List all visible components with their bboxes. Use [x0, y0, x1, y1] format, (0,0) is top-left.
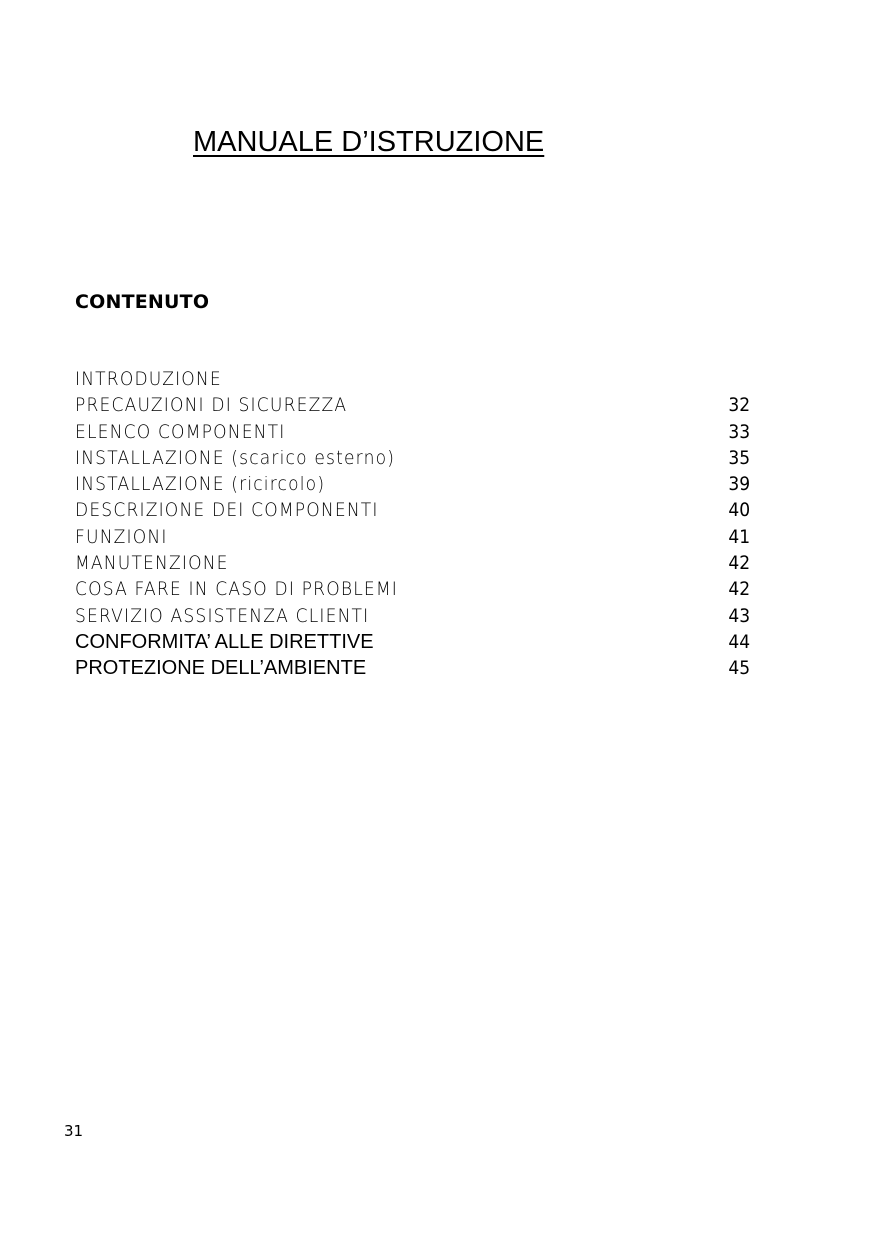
toc-entry-manutenzione: [75, 550, 750, 576]
toc-entry-protezione-ambiente: [75, 655, 750, 681]
toc-entry-assistenza-clienti: [75, 603, 750, 629]
toc-entry-page: 32: [728, 394, 750, 417]
toc-heading: CONTENUTO: [75, 291, 210, 313]
toc-entry-conformita: [75, 629, 750, 655]
toc-entry-title: INTRODUZIONE: [75, 368, 222, 390]
toc-entry-problemi: [75, 576, 750, 602]
toc-entry-page: 40: [728, 499, 750, 522]
toc-entry-introduzione: [75, 366, 750, 392]
toc-entry-installazione-scarico: [75, 445, 750, 471]
toc-entry-title: FUNZIONI: [75, 525, 168, 548]
toc-entry-title: PROTEZIONE DELL’AMBIENTE: [75, 657, 367, 680]
toc-entry-title: PRECAUZIONI DI SICUREZZA: [75, 394, 348, 417]
toc-entry-page: 41: [728, 525, 750, 548]
toc-entry-title: DESCRIZIONE DEI COMPONENTI: [75, 499, 379, 522]
toc-entry-page: 42: [728, 578, 750, 601]
toc-entry-title: CONFORMITA’ ALLE DIRETTIVE: [75, 630, 374, 653]
toc-entry-page: 42: [728, 552, 750, 575]
toc-entry-page: 39: [728, 473, 750, 496]
toc-entry-elenco-componenti: [75, 419, 750, 445]
toc-entry-installazione-ricircolo: [75, 471, 750, 497]
toc-entry-title: SERVIZIO ASSISTENZA CLIENTI: [75, 604, 370, 627]
table-of-contents: [75, 366, 750, 682]
toc-entry-page: 35: [728, 446, 750, 469]
page-number: 31: [64, 1122, 84, 1140]
toc-entry-precauzioni: [75, 392, 750, 418]
toc-entry-page: 33: [728, 420, 750, 443]
document-title: MANUALE D’ISTRUZIONE: [193, 126, 545, 158]
toc-entry-title: INSTALLAZIONE (scarico esterno): [75, 446, 396, 469]
toc-entry-page: 44: [728, 630, 750, 653]
toc-entry-funzioni: [75, 524, 750, 550]
toc-entry-title: ELENCO COMPONENTI: [75, 420, 286, 443]
toc-entry-page: 45: [728, 657, 750, 680]
toc-entry-title: INSTALLAZIONE (ricircolo): [75, 473, 326, 496]
toc-entry-title: MANUTENZIONE: [75, 552, 229, 575]
toc-entry-title: COSA FARE IN CASO DI PROBLEMI: [75, 578, 399, 601]
toc-entry-page: 43: [728, 604, 750, 627]
toc-entry-descrizione-componenti: [75, 497, 750, 523]
